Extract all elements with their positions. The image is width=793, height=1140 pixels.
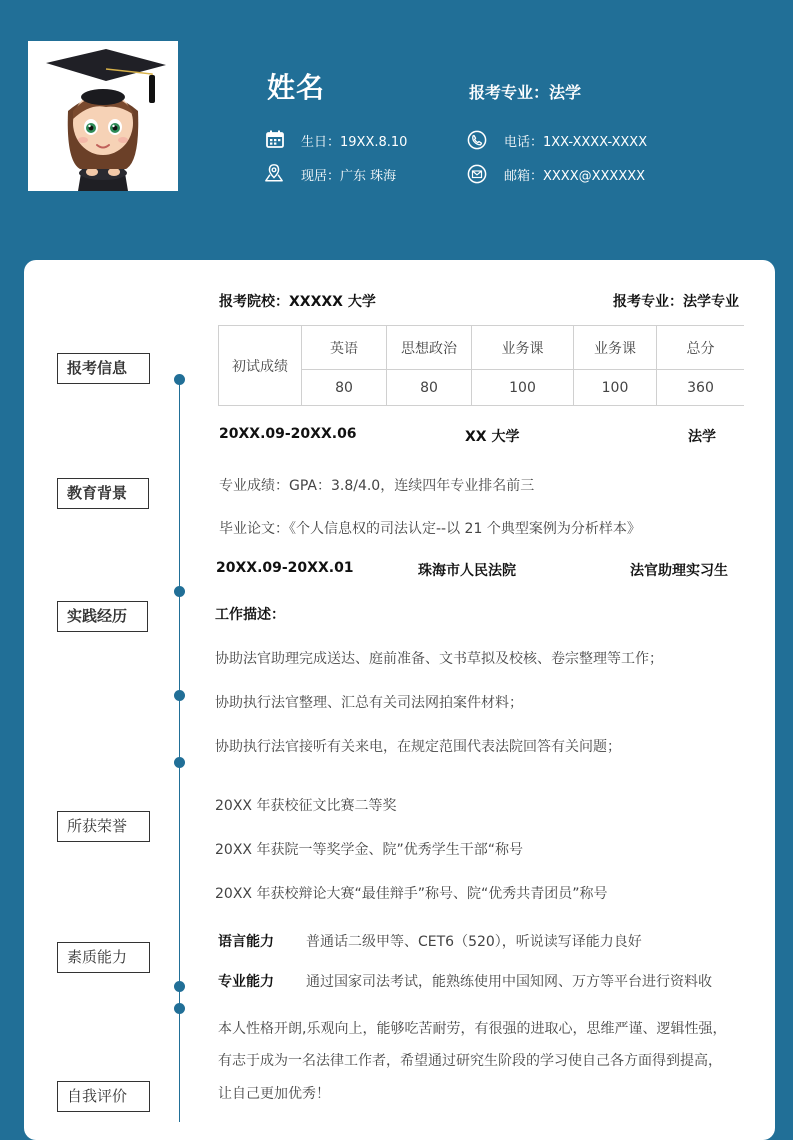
language-skill-label: 语言能力 [218,934,274,950]
graduate-avatar-illustration [28,41,178,191]
avatar-photo [28,41,178,191]
practice-item: 协助执行法官整理、汇总有关司法网拍案件材料； [215,695,523,711]
practice-item: 协助法官助理完成送达、庭前准备、文书草拟及校核、卷宗整理等工作； [215,651,663,667]
score-cell: 360 [657,370,745,406]
scores-table [218,325,744,406]
phone-number: 电话：1XX-XXXX-XXXX [504,135,648,150]
timeline-dot [174,757,185,768]
section-title-skills: 素质能力 [57,942,150,973]
birth-date: 生日：19XX.8.10 [301,135,408,150]
honor-item: 20XX 年获校征文比赛二等奖 [215,798,397,814]
timeline-dot [174,690,185,701]
section-title-practice: 实践经历 [57,601,148,632]
current-location: 现居：广东 珠海 [301,169,397,184]
practice-item: 协助执行法官接听有关来电，在规定范围代表法院回答有关问题； [215,739,621,755]
score-cell: 100 [574,370,657,406]
calendar-icon [265,129,285,149]
subject-header: 总分 [657,326,745,370]
education-period: 20XX.09-20XX.06 [219,426,357,442]
section-title-education: 教育背景 [57,478,149,509]
timeline-dot [174,374,185,385]
education-school: XX 大学 [465,429,520,445]
scores-row-label: 初试成绩 [219,326,302,406]
professional-skill-label: 专业能力 [218,974,274,990]
education-major: 法学 [688,429,716,445]
self-evaluation-line: 有志于成为一名法律工作者，希望通过研究生阶段的学习使自己各方面得到提高， [218,1053,722,1069]
subject-header: 业务课 [574,326,657,370]
location-icon [264,163,284,183]
score-cell: 80 [302,370,387,406]
honor-item: 20XX 年获校辩论大赛“最佳辩手”称号、院“优秀共青团员”称号 [215,886,608,902]
self-evaluation-line: 本人性格开朗,乐观向上，能够吃苦耐劳，有很强的进取心，思维严谨、逻辑性强， [218,1021,727,1037]
subject-header: 英语 [302,326,387,370]
practice-org: 珠海市人民法院 [418,563,516,579]
section-title-self: 自我评价 [57,1081,150,1112]
professional-skill-text: 通过国家司法考试，能熟练使用中国知网、万方等平台进行资料收 [306,974,712,990]
practice-period: 20XX.09-20XX.01 [216,560,354,576]
phone-icon [467,130,487,150]
applicant-name: 姓名 [267,71,326,104]
education-thesis: 毕业论文：《个人信息权的司法认定--以 21 个典型案例为分析样本》 [219,521,641,537]
language-skill-text: 普通话二级甲等、CET6（520），听说读写译能力良好 [306,934,642,950]
honor-item: 20XX 年获院一等奖学金、院”优秀学生干部“称号 [215,842,523,858]
timeline-dot [174,586,185,597]
apply-school: 报考院校：XXXXX 大学 [219,294,376,310]
email-icon [467,164,487,184]
header-major: 报考专业：法学 [469,83,582,102]
subject-header: 思想政治 [387,326,472,370]
practice-desc-title: 工作描述： [215,607,285,623]
section-title-honors: 所获荣誉 [57,811,150,842]
subject-header: 业务课 [472,326,574,370]
timeline-dot [174,981,185,992]
email-address: 邮箱：XXXX@XXXXXX [504,169,646,184]
education-gpa: 专业成绩：GPA：3.8/4.0，连续四年专业排名前三 [219,478,535,494]
apply-major: 报考专业：法学专业 [613,294,739,310]
timeline-dot [174,1003,185,1014]
self-evaluation-line: 让自己更加优秀！ [218,1086,330,1102]
score-cell: 80 [387,370,472,406]
section-title-apply: 报考信息 [57,353,150,384]
practice-role: 法官助理实习生 [630,563,728,579]
score-cell: 100 [472,370,574,406]
